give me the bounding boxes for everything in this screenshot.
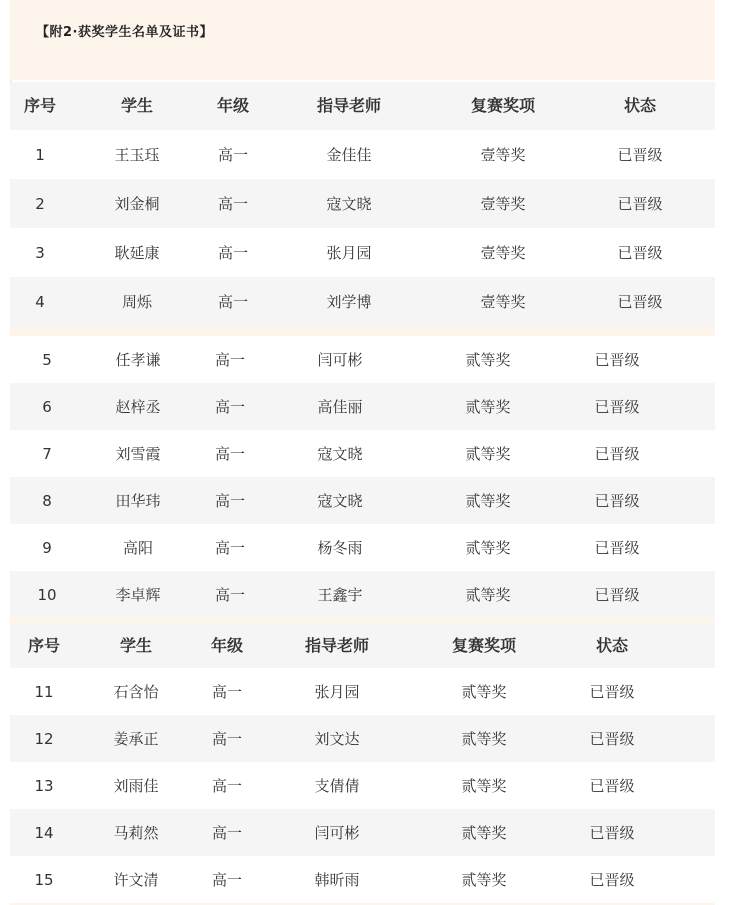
award-cell: 贰等奖 [465,350,511,369]
student-cell: 刘雨佳 [113,776,159,795]
index-cell: 8 [42,491,52,510]
grade-cell: 高一 [217,292,249,311]
header-grade: 年级 [216,96,250,115]
award-cell: 贰等奖 [461,729,507,748]
grade-cell: 高一 [214,538,246,557]
award-cell: 贰等奖 [465,491,511,510]
grade-cell: 高一 [214,444,246,463]
teacher-cell: 金佳佳 [326,145,372,164]
grade-cell: 高一 [214,350,246,369]
index-cell: 4 [35,292,45,311]
status-cell: 已晋级 [617,292,663,311]
table-header [10,82,715,130]
student-cell: 赵梓丞 [115,397,161,416]
award-cell: 贰等奖 [465,538,511,557]
student-cell: 许文清 [113,870,159,889]
grade-cell: 高一 [211,776,243,795]
grade-cell: 高一 [214,491,246,510]
award-cell: 贰等奖 [465,444,511,463]
teacher-cell: 刘学博 [326,292,372,311]
status-cell: 已晋级 [589,823,635,842]
teacher-cell: 寇文晓 [317,444,363,463]
status-cell: 已晋级 [617,145,663,164]
student-cell: 刘雪霞 [115,444,161,463]
index-cell: 9 [42,538,52,557]
grade-cell: 高一 [211,682,243,701]
award-cell: 贰等奖 [461,682,507,701]
header-student: 学生 [120,96,154,115]
index-cell: 14 [34,823,54,842]
index-cell: 11 [34,682,54,701]
table-row [10,477,715,524]
header-award: 复赛奖项 [470,96,536,115]
teacher-cell: 韩昕雨 [314,870,360,889]
student-cell: 马莉然 [113,823,159,842]
status-cell: 已晋级 [589,776,635,795]
table-row [10,336,715,383]
grade-cell: 高一 [211,729,243,748]
award-cell: 贰等奖 [465,397,511,416]
student-cell: 耿延康 [114,243,160,262]
student-cell: 周烁 [121,292,153,311]
header-student: 学生 [119,636,153,655]
table-row [10,179,715,228]
header-status: 状态 [595,636,629,655]
grade-cell: 高一 [214,397,246,416]
index-cell: 6 [42,397,52,416]
header-grade: 年级 [210,636,244,655]
header-teacher: 指导老师 [304,636,370,655]
table-row [10,130,715,179]
student-cell: 石含怡 [113,682,159,701]
teacher-cell: 寇文晓 [326,194,372,213]
table-row [10,856,715,903]
student-cell: 姜承正 [113,729,159,748]
status-cell: 已晋级 [589,729,635,748]
student-cell: 王玉珏 [114,145,160,164]
award-cell: 壹等奖 [480,145,526,164]
award-cell: 贰等奖 [461,776,507,795]
status-cell: 已晋级 [589,870,635,889]
status-cell: 已晋级 [594,444,640,463]
teacher-cell: 刘文达 [314,729,360,748]
award-cell: 贰等奖 [461,823,507,842]
teacher-cell: 杨冬雨 [317,538,363,557]
student-cell: 高阳 [122,538,154,557]
title-band [10,0,715,80]
table-row [10,383,715,430]
grade-cell: 高一 [217,194,249,213]
index-cell: 1 [35,145,45,164]
status-cell: 已晋级 [594,397,640,416]
index-cell: 12 [34,729,54,748]
student-cell: 田华玮 [115,491,161,510]
teacher-cell: 王鑫宇 [317,585,363,604]
table-row [10,715,715,762]
grade-cell: 高一 [214,585,246,604]
student-cell: 任孝谦 [115,350,161,369]
grade-cell: 高一 [211,823,243,842]
table-row [10,668,715,715]
index-cell: 2 [35,194,45,213]
teacher-cell: 闫可彬 [317,350,363,369]
teacher-cell: 高佳丽 [317,397,363,416]
table-header [10,624,715,668]
table-row [10,430,715,477]
teacher-cell: 闫可彬 [314,823,360,842]
table-row [10,809,715,856]
status-cell: 已晋级 [617,194,663,213]
table-row [10,228,715,277]
header-status: 状态 [623,96,657,115]
table-row [10,571,715,618]
student-cell: 刘金桐 [114,194,160,213]
status-cell: 已晋级 [594,491,640,510]
index-cell: 13 [34,776,54,795]
grade-cell: 高一 [217,145,249,164]
index-cell: 10 [37,585,57,604]
header-teacher: 指导老师 [316,96,382,115]
award-cell: 贰等奖 [465,585,511,604]
teacher-cell: 寇文晓 [317,491,363,510]
award-cell: 壹等奖 [480,292,526,311]
status-cell: 已晋级 [594,350,640,369]
award-cell: 壹等奖 [480,194,526,213]
index-cell: 3 [35,243,45,262]
index-cell: 5 [42,350,52,369]
header-index: 序号 [23,96,57,115]
section-divider [10,326,715,336]
status-cell: 已晋级 [589,682,635,701]
status-cell: 已晋级 [594,538,640,557]
header-index: 序号 [27,636,61,655]
teacher-cell: 张月园 [314,682,360,701]
table-row [10,762,715,809]
teacher-cell: 支倩倩 [314,776,360,795]
status-cell: 已晋级 [617,243,663,262]
award-cell: 壹等奖 [480,243,526,262]
table-row [10,524,715,571]
header-award: 复赛奖项 [451,636,517,655]
grade-cell: 高一 [211,870,243,889]
student-cell: 李卓辉 [115,585,161,604]
document-title: 【附2·获奖学生名单及证书】 [36,25,213,40]
index-cell: 15 [34,870,54,889]
table-row [10,277,715,326]
award-cell: 贰等奖 [461,870,507,889]
grade-cell: 高一 [217,243,249,262]
teacher-cell: 张月园 [326,243,372,262]
index-cell: 7 [42,444,52,463]
status-cell: 已晋级 [594,585,640,604]
